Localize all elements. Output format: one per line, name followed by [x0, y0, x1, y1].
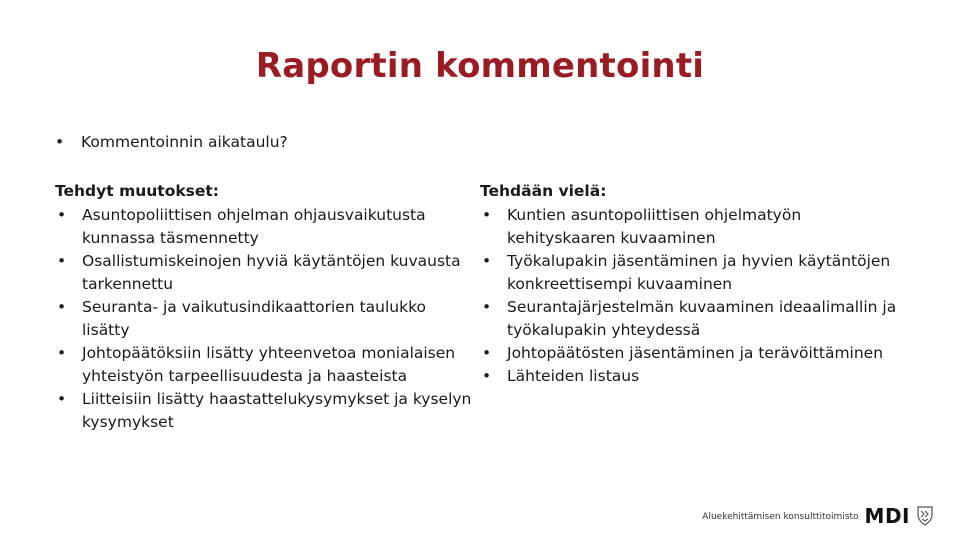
- list-item: [55, 388, 475, 434]
- list-item: [55, 204, 475, 250]
- crest-icon: [916, 504, 934, 526]
- list-item-text: Seurantajärjestelmän kuvaaminen ideaalimallin ja työkalupakin yhteydessä: [507, 298, 897, 339]
- list-item-text: Seuranta- ja vaikutusindikaattorien taulukko lisätty: [82, 298, 426, 339]
- list-item: [480, 250, 900, 296]
- list-item-text: Liitteisiin lisätty haastattelukysymykset ja kyselyn kysymykset: [82, 390, 472, 431]
- bullet-marker: •: [482, 344, 492, 362]
- logo-text: MDI: [864, 504, 910, 528]
- bullet-marker: •: [57, 298, 67, 316]
- left-column: [55, 180, 475, 434]
- right-column-list: [480, 204, 900, 388]
- list-item: [480, 204, 900, 250]
- list-item: [55, 296, 475, 342]
- list-item: [55, 250, 475, 296]
- bullet-marker: •: [57, 344, 67, 362]
- bullet-marker: •: [482, 252, 492, 270]
- list-item-text: Johtopäätösten jäsentäminen ja terävöittäminen: [507, 344, 884, 362]
- list-item-text: Asuntopoliittisen ohjelman ohjausvaikutusta kunnassa täsmennetty: [82, 206, 426, 247]
- bullet-marker: •: [482, 367, 492, 385]
- list-item: [55, 342, 475, 388]
- bullet-marker: •: [55, 133, 65, 151]
- bullet-marker: •: [482, 298, 492, 316]
- list-item-text: Lähteiden listaus: [507, 367, 640, 385]
- right-column-heading: Tehdään vielä:: [480, 182, 607, 200]
- list-item: [480, 296, 900, 342]
- bullet-marker: •: [57, 252, 67, 270]
- top-bullet: [55, 131, 755, 155]
- right-column: [480, 180, 900, 388]
- footer-tagline: Aluekehittämisen konsulttitoimisto: [702, 512, 859, 522]
- slide-title: Raportin kommentointi: [255, 46, 705, 86]
- top-bullet-text: Kommentoinnin aikataulu?: [81, 133, 288, 151]
- bullet-marker: •: [482, 206, 492, 224]
- bullet-marker: •: [57, 390, 67, 408]
- list-item-text: Työkalupakin jäsentäminen ja hyvien käytäntöjen konkreettisempi kuvaaminen: [507, 252, 891, 293]
- list-item: [480, 365, 900, 388]
- left-column-list: [55, 204, 475, 434]
- list-item-text: Osallistumiskeinojen hyviä käytäntöjen kuvausta tarkennettu: [82, 252, 461, 293]
- list-item: [480, 342, 900, 365]
- list-item-text: Johtopäätöksiin lisätty yhteenvetoa monialaisen yhteistyön tarpeellisuudesta ja haasteista: [82, 344, 456, 385]
- left-column-heading: Tehdyt muutokset:: [55, 182, 219, 200]
- list-item-text: Kuntien asuntopoliittisen ohjelmatyön kehityskaaren kuvaaminen: [507, 206, 802, 247]
- bullet-marker: •: [57, 206, 67, 224]
- footer-logo: [702, 504, 934, 526]
